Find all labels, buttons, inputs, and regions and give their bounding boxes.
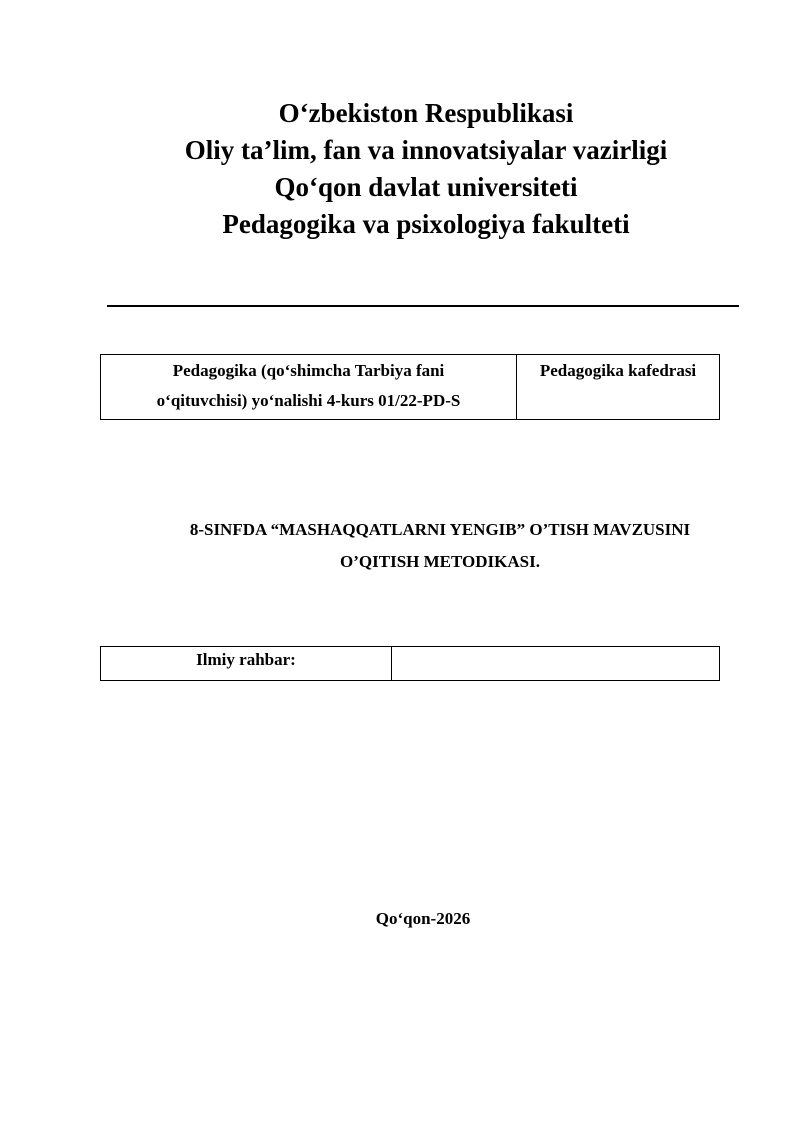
supervisor-label: Ilmiy rahbar: xyxy=(101,647,392,680)
supervisor-value xyxy=(392,647,719,680)
header-republic: O‘zbekiston Respublikasi xyxy=(278,98,574,128)
program-line-2: o‘qituvchisi) yo‘nalishi 4-kurs 01/22-PD-S xyxy=(156,391,461,410)
program-info-table xyxy=(100,354,720,420)
thesis-topic xyxy=(100,514,780,578)
document-header xyxy=(0,95,800,243)
city-year: Qo‘qon-2026 xyxy=(375,909,471,928)
program-line-1: Pedagogika (qo‘shimcha Tarbiya fani xyxy=(172,361,445,380)
header-ministry: Oliy ta’lim, fan va innovatsiyalar vazirligi xyxy=(184,135,668,165)
horizontal-divider xyxy=(107,305,739,307)
department-cell: Pedagogika kafedrasi xyxy=(539,361,697,380)
header-faculty: Pedagogika va psixologiya fakulteti xyxy=(222,209,630,239)
header-university: Qo‘qon davlat universiteti xyxy=(274,172,578,202)
program-cell xyxy=(101,355,517,419)
topic-line-2: O’QITISH METODIKASI. xyxy=(340,552,540,571)
topic-line-1: 8-SINFDA “MASHAQQATLARNI YENGIB” O’TISH MAVZUSINI xyxy=(189,520,691,539)
supervisor-table xyxy=(100,646,720,681)
